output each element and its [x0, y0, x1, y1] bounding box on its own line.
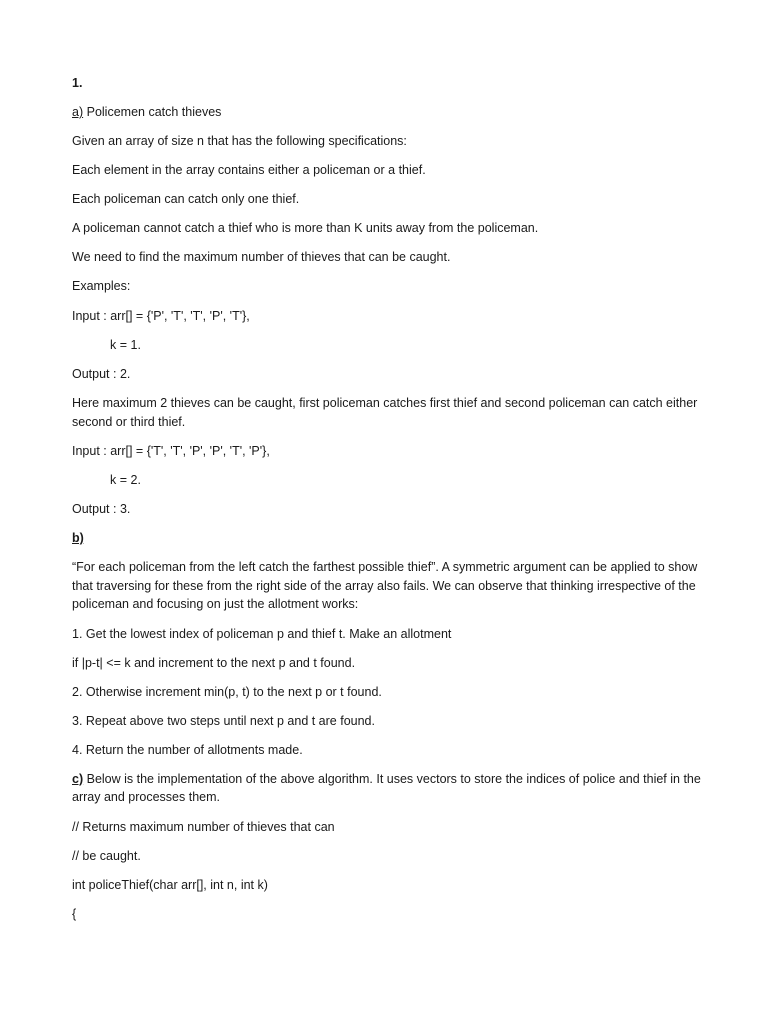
spec-line-2: Each policeman can catch only one thief.	[72, 192, 300, 206]
step-3: 3. Repeat above two steps until next p and t are found.	[72, 713, 375, 728]
code-comment-1: // Returns maximum number of thieves that can	[72, 819, 335, 834]
spec-line-3: A policeman cannot catch a thief who is more than K units away from the policeman.	[72, 221, 539, 235]
part-b-label: b)	[72, 531, 84, 545]
code-signature: int policeThief(char arr[], int n, int k)	[72, 877, 268, 892]
part-c-text: Below is the implementation of the above algorithm. It uses vectors to store the indices of police and thief in the array and processes them.	[72, 771, 701, 804]
part-a-title: Policemen catch thieves	[86, 105, 222, 119]
example-2-output: Output : 3.	[72, 502, 131, 516]
question-number: 1.	[72, 76, 83, 90]
example-2-input: Input : arr[] = {'T', 'T', 'P', 'P', 'T', 'P'},	[72, 444, 270, 458]
part-c-paragraph	[72, 770, 702, 807]
step-4: 4. Return the number of allotments made.	[72, 742, 303, 757]
step-1: 1. Get the lowest index of policeman p and thief t. Make an allotment	[72, 626, 452, 641]
example-1-k: k = 1.	[110, 338, 141, 352]
step-2: 2. Otherwise increment min(p, t) to the next p or t found.	[72, 684, 382, 699]
examples-label: Examples:	[72, 279, 131, 293]
example-1-input: Input : arr[] = {'P', 'T', 'T', 'P', 'T'},	[72, 309, 250, 323]
part-b-paragraph: “For each policeman from the left catch the farthest possible thief”. A symmetric argument can be applied to show that traversing for these from the right side of the array also fails. We can observe that thinking irrespective of the policeman and focusing on just the allotment works:	[72, 560, 698, 611]
part-a-label: a)	[72, 105, 84, 119]
part-c-label: c)	[72, 771, 84, 786]
spec-line-1: Each element in the array contains either a policeman or a thief.	[72, 163, 426, 177]
part-a-heading	[72, 103, 702, 121]
problem-intro: Given an array of size n that has the following specifications:	[72, 134, 407, 148]
goal-line: We need to find the maximum number of thieves that can be caught.	[72, 250, 451, 264]
document-page	[72, 74, 702, 923]
example-2-k: k = 2.	[110, 473, 141, 487]
code-open-brace: {	[72, 906, 77, 921]
example-1-explanation: Here maximum 2 thieves can be caught, first policeman catches first thief and second policeman can catch either second or third thief.	[72, 396, 698, 429]
code-comment-2: // be caught.	[72, 848, 141, 863]
example-1-output: Output : 2.	[72, 367, 131, 381]
step-1-continued: if |p-t| <= k and increment to the next p and t found.	[72, 655, 356, 670]
